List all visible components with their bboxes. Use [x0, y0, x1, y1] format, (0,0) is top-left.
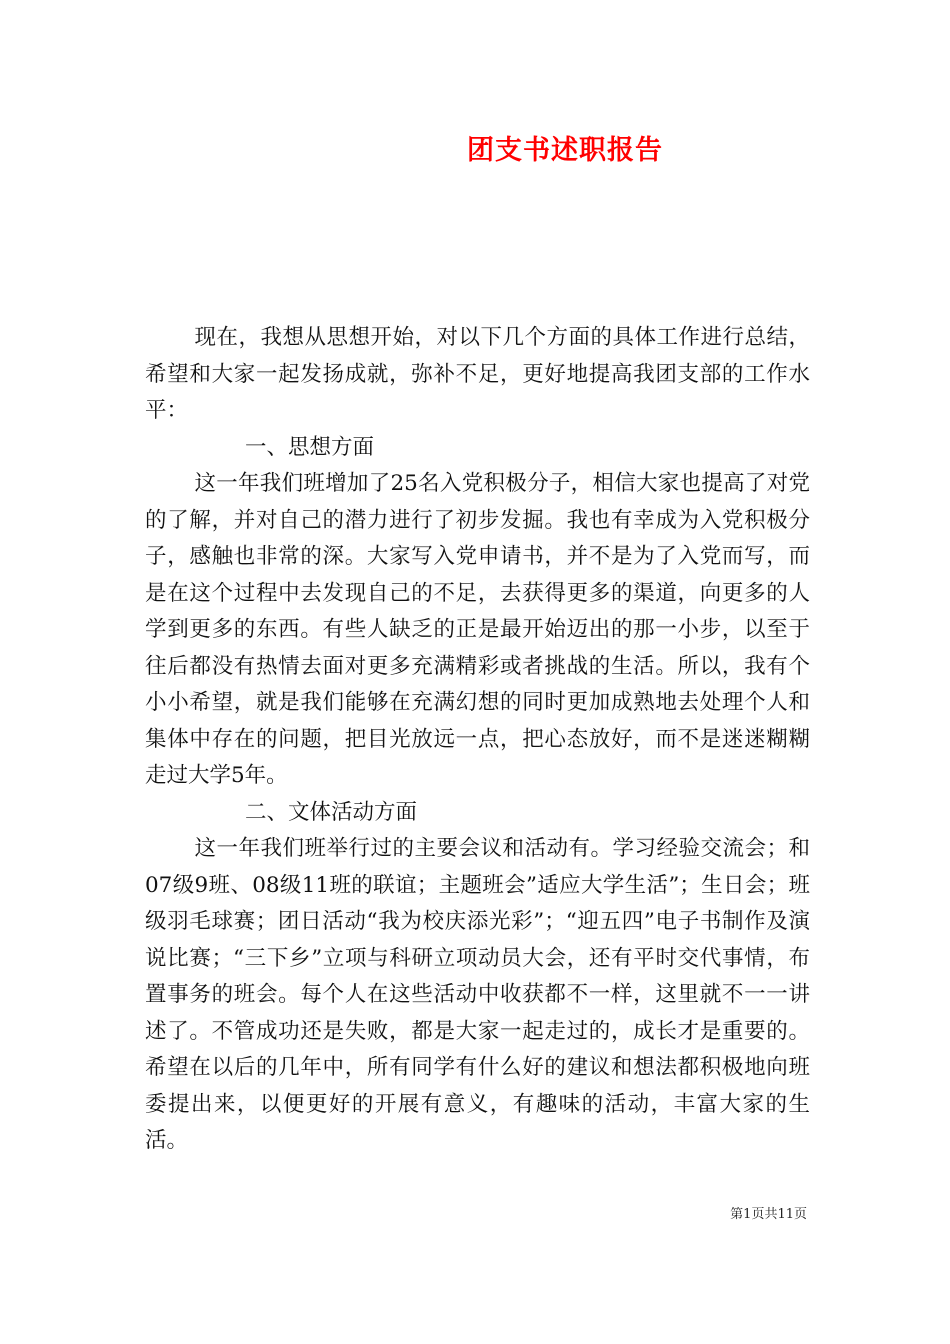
section-paragraph-activities: 这一年我们班举行过的主要会议和活动有。学习经验交流会；和07级9班、08级11班的联谊；主题班会”适应大学生活”；生日会；班级羽毛球赛；团日活动“我为校庆添光彩”；“迎五四”电子书制作及演说比赛；“三下乡”立项与科研立项动员大会，还有平时交代事情，布置事务的班会。每个人在这些活动中收获都不一样，这里就不一一讲述了。不管成功还是失败，都是大家一起走过的，成长才是重要的。希望在以后的几年中，所有同学有什么好的建议和想法都积极地向班委提出来，以便更好的开展有意义，有趣味的活动，丰富大家的生活。: [145, 836, 810, 1153]
section-paragraph-thought: 这一年我们班增加了25名入党积极分子，相信大家也提高了对党的了解，并对自己的潜力进行了初步发掘。我也有幸成为入党积极分子，感触也非常的深。大家写入党申请书，并不是为了入党而写，而是在这个过程中去发现自己的不足，去获得更多的渠道，向更多的人学到更多的东西。有些人缺乏的正是最开始迈出的那一小步，以至于往后都没有热情去面对更多充满精彩或者挑战的生活。所以，我有个小小希望，就是我们能够在充满幻想的同时更加成熟地去处理个人和集体中存在的问题，把目光放远一点，把心态放好，而不是迷迷糊糊走过大学5年。: [145, 471, 810, 788]
section-heading-thought: 一、思想方面: [245, 434, 375, 460]
document-body: [145, 320, 810, 1160]
section-heading-activities: 二、文体活动方面: [245, 799, 418, 825]
intro-paragraph: 现在，我想从思想开始，对以下几个方面的具体工作进行总结，希望和大家一起发扬成就，弥补不足，更好地提高我团支部的工作水平：: [145, 325, 810, 423]
page-number: 第1页共11页: [730, 1207, 807, 1222]
document-title: 团支书述职报告: [467, 135, 663, 166]
